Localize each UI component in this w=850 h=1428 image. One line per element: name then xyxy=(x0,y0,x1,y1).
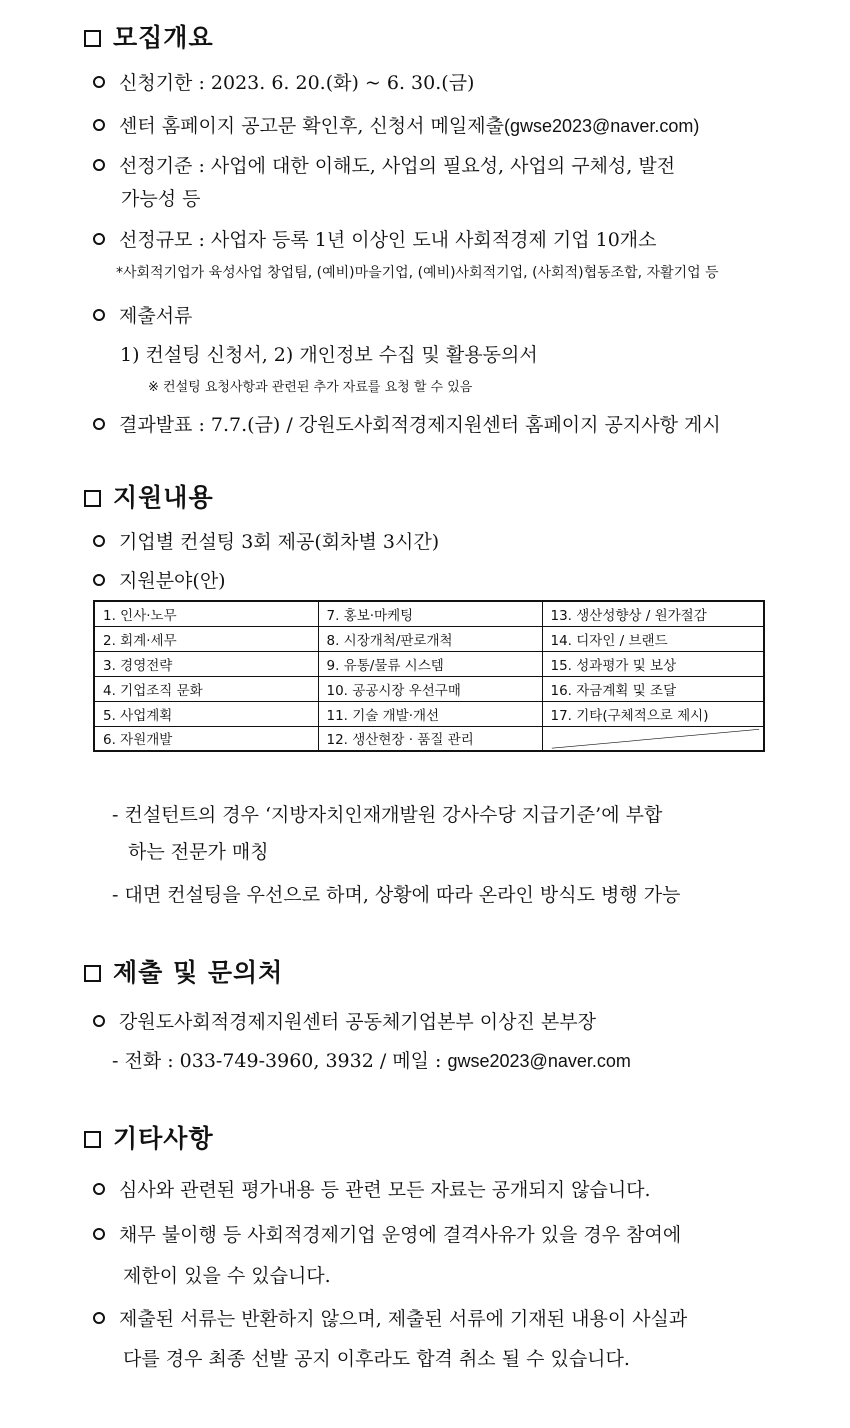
table-cell: 2. 회계·세무 xyxy=(94,626,318,651)
circle-bullet-icon xyxy=(93,233,105,245)
checkbox-square-icon xyxy=(84,490,101,507)
table-cell: 9. 유통/물류 시스템 xyxy=(318,651,542,676)
contact-phone: - 전화 : 033-749-3960, 3932 / 메일 : gwse2023@naver.com xyxy=(112,1050,631,1072)
circle-bullet-icon xyxy=(93,574,105,586)
list-item-etc-2: 채무 불이행 등 사회적경제기업 운영에 결격사유가 있을 경우 참여에 xyxy=(93,1220,681,1247)
list-item-etc-3: 제출된 서류는 반환하지 않으며, 제출된 서류에 기재된 내용이 사실과 xyxy=(93,1304,687,1331)
list-item-result: 결과발표 : 7.7.(금) / 강원도사회적경제지원센터 홈페이지 공지사항 게시 xyxy=(93,410,721,437)
list-item-criteria-cont: 가능성 등 xyxy=(121,188,201,210)
scale-note: *사회적기업가 육성사업 창업팀, (예비)마을기업, (예비)사회적기업, (사회적)협동조합, 자활기업 등 xyxy=(116,265,719,281)
list-item-fields: 지원분야(안) xyxy=(93,566,226,593)
checkbox-square-icon xyxy=(84,965,101,982)
table-row xyxy=(94,676,764,701)
table-cell: 16. 자금계획 및 조달 xyxy=(542,676,764,701)
table-row xyxy=(94,601,764,626)
table-cell: 17. 기타(구체적으로 제시) xyxy=(542,701,764,726)
list-item-period: 신청기한 : 2023. 6. 20.(화) ~ 6. 30.(금) xyxy=(93,68,474,95)
list-item-criteria: 선정기준 : 사업에 대한 이해도, 사업의 필요성, 사업의 구체성, 발전 xyxy=(93,151,675,178)
circle-bullet-icon xyxy=(93,159,105,171)
support-note-1: - 컨설턴트의 경우 ‘지방자치인재개발원 강사수당 지급기준’에 부합 xyxy=(112,804,663,826)
support-note-1-cont: 하는 전문가 매칭 xyxy=(128,841,269,863)
checkbox-square-icon xyxy=(84,1131,101,1148)
circle-bullet-icon xyxy=(93,119,105,131)
table-row xyxy=(94,701,764,726)
table-cell: 8. 시장개척/판로개척 xyxy=(318,626,542,651)
circle-bullet-icon xyxy=(93,309,105,321)
list-item-etc-2-cont: 제한이 있을 수 있습니다. xyxy=(123,1265,331,1287)
docs-note: ※ 컨설팅 요청사항과 관련된 추가 자료를 요청 할 수 있음 xyxy=(148,380,473,395)
table-row xyxy=(94,726,764,751)
table-cell: 6. 자원개발 xyxy=(94,726,318,751)
list-item-docs: 제출서류 xyxy=(93,301,192,328)
table-cell: 5. 사업계획 xyxy=(94,701,318,726)
support-note-2: - 대면 컨설팅을 우선으로 하며, 상황에 따라 온라인 방식도 병행 가능 xyxy=(112,884,681,906)
table-cell: 1. 인사·노무 xyxy=(94,601,318,626)
circle-bullet-icon xyxy=(93,418,105,430)
contact-email-link[interactable]: gwse2023@naver.com xyxy=(447,1051,631,1071)
table-row xyxy=(94,651,764,676)
list-item-consulting: 기업별 컨설팅 3회 제공(회차별 3시간) xyxy=(93,527,439,554)
support-fields-table xyxy=(93,600,765,752)
list-item-scale: 선정규모 : 사업자 등록 1년 이상인 도내 사회적경제 기업 10개소 xyxy=(93,225,657,252)
table-cell: 7. 홍보·마케팅 xyxy=(318,601,542,626)
diagonal-line xyxy=(543,727,764,751)
table-cell: 15. 성과평가 및 보상 xyxy=(542,651,764,676)
table-cell: 3. 경영전략 xyxy=(94,651,318,676)
list-item-apply: 센터 홈페이지 공고문 확인후, 신청서 메일제출(gwse2023@naver.com) xyxy=(93,111,699,138)
empty-diagonal-cell xyxy=(542,726,764,751)
circle-bullet-icon xyxy=(93,535,105,547)
section-title-contact: 제출 및 문의처 xyxy=(84,953,283,989)
section-title-etc: 기타사항 xyxy=(84,1119,214,1155)
section-title-support: 지원내용 xyxy=(84,478,214,514)
circle-bullet-icon xyxy=(93,76,105,88)
list-item-etc-3-cont: 다를 경우 최종 선발 공지 이후라도 합격 취소 될 수 있습니다. xyxy=(123,1348,630,1370)
docs-list: 1) 컨설팅 신청서, 2) 개인정보 수집 및 활용동의서 xyxy=(120,344,538,366)
checkbox-square-icon xyxy=(84,30,101,47)
table-cell: 11. 기술 개발·개선 xyxy=(318,701,542,726)
circle-bullet-icon xyxy=(93,1312,105,1324)
table-cell: 14. 디자인 / 브랜드 xyxy=(542,626,764,651)
table-cell: 13. 생산성향상 / 원가절감 xyxy=(542,601,764,626)
table-row xyxy=(94,626,764,651)
table-cell: 4. 기업조직 문화 xyxy=(94,676,318,701)
circle-bullet-icon xyxy=(93,1015,105,1027)
table-cell: 10. 공공시장 우선구매 xyxy=(318,676,542,701)
circle-bullet-icon xyxy=(93,1228,105,1240)
section-title-overview: 모집개요 xyxy=(84,18,214,54)
list-item-contact-org: 강원도사회적경제지원센터 공동체기업본부 이상진 본부장 xyxy=(93,1007,596,1034)
circle-bullet-icon xyxy=(93,1183,105,1195)
table-cell: 12. 생산현장 · 품질 관리 xyxy=(318,726,542,751)
apply-email-link[interactable]: (gwse2023@naver.com) xyxy=(503,116,700,136)
list-item-etc-1: 심사와 관련된 평가내용 등 관련 모든 자료는 공개되지 않습니다. xyxy=(93,1175,651,1202)
